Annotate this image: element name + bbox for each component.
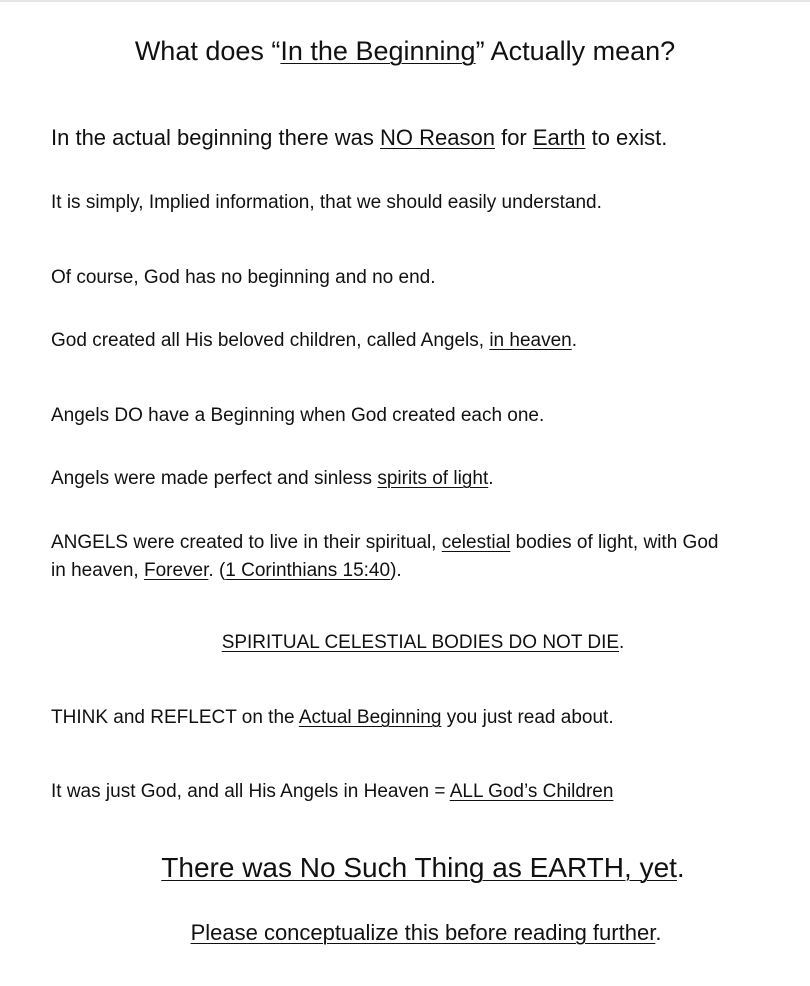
paragraph-god-created-angels	[51, 330, 577, 352]
text-segment: .	[571, 330, 577, 351]
text-segment: to exist.	[585, 125, 668, 150]
title-underlined-phrase: In the Beginning	[280, 36, 476, 66]
paragraph-implied-information: It is simply, Implied information, that we should easily understand.	[51, 192, 602, 213]
title-suffix: ” Actually mean?	[475, 36, 676, 66]
underlined-celestial-bodies: SPIRITUAL CELESTIAL BODIES DO NOT DIE	[221, 632, 620, 653]
text-segment: in heaven,	[51, 560, 144, 581]
underlined-no-earth-yet: There was No Such Thing as EARTH, yet	[161, 852, 677, 883]
text-segment: ).	[390, 560, 402, 581]
underlined-spirits-of-light: spirits of light	[377, 468, 489, 489]
paragraph-angels-celestial-line1	[51, 532, 718, 554]
paragraph-just-god-and-angels	[51, 781, 613, 803]
paragraph-god-no-beginning: Of course, God has no beginning and no end.	[51, 267, 436, 288]
underlined-earth: Earth	[532, 125, 586, 150]
text-segment: .	[655, 920, 662, 945]
text-segment: you just read about.	[441, 707, 614, 728]
paragraph-conceptualize	[0, 920, 810, 946]
underlined-all-gods-children: ALL God’s Children	[449, 781, 614, 802]
underlined-in-heaven: in heaven	[489, 330, 572, 351]
text-segment: .	[488, 468, 494, 489]
underlined-no-reason: NO Reason	[380, 125, 495, 150]
top-border	[0, 0, 810, 2]
text-segment: Angels were made perfect and sinless	[51, 468, 378, 489]
paragraph-angels-celestial-line2	[51, 560, 402, 582]
text-segment: .	[676, 852, 685, 883]
text-segment: THINK and REFLECT on the	[51, 707, 299, 728]
text-segment: It was just God, and all His Angels in Heaven =	[51, 781, 450, 802]
title-prefix: What does “	[134, 36, 281, 66]
paragraph-celestial-bodies-do-not-die	[0, 632, 810, 654]
paragraph-no-reason	[51, 125, 667, 151]
paragraph-angels-perfect	[51, 468, 494, 490]
underlined-conceptualize: Please conceptualize this before reading further	[190, 920, 656, 945]
underlined-actual-beginning: Actual Beginning	[298, 707, 442, 728]
text-segment: ANGELS were created to live in their spiritual,	[51, 532, 442, 553]
text-segment: .	[619, 632, 625, 653]
text-segment: In the actual beginning there was	[51, 125, 381, 150]
paragraph-angels-beginning: Angels DO have a Beginning when God created each one.	[51, 405, 545, 426]
scripture-reference: 1 Corinthians 15:40	[225, 560, 391, 581]
text-segment: bodies of light, with God	[510, 532, 719, 553]
paragraph-no-earth-yet	[0, 852, 810, 884]
text-segment: . (	[208, 560, 226, 581]
underlined-forever: Forever	[143, 560, 209, 581]
text-segment: God created all His beloved children, called Angels,	[51, 330, 490, 351]
paragraph-think-and-reflect	[51, 707, 614, 729]
text-segment: for	[494, 125, 533, 150]
underlined-celestial: celestial	[441, 532, 511, 553]
page-title	[0, 36, 810, 67]
